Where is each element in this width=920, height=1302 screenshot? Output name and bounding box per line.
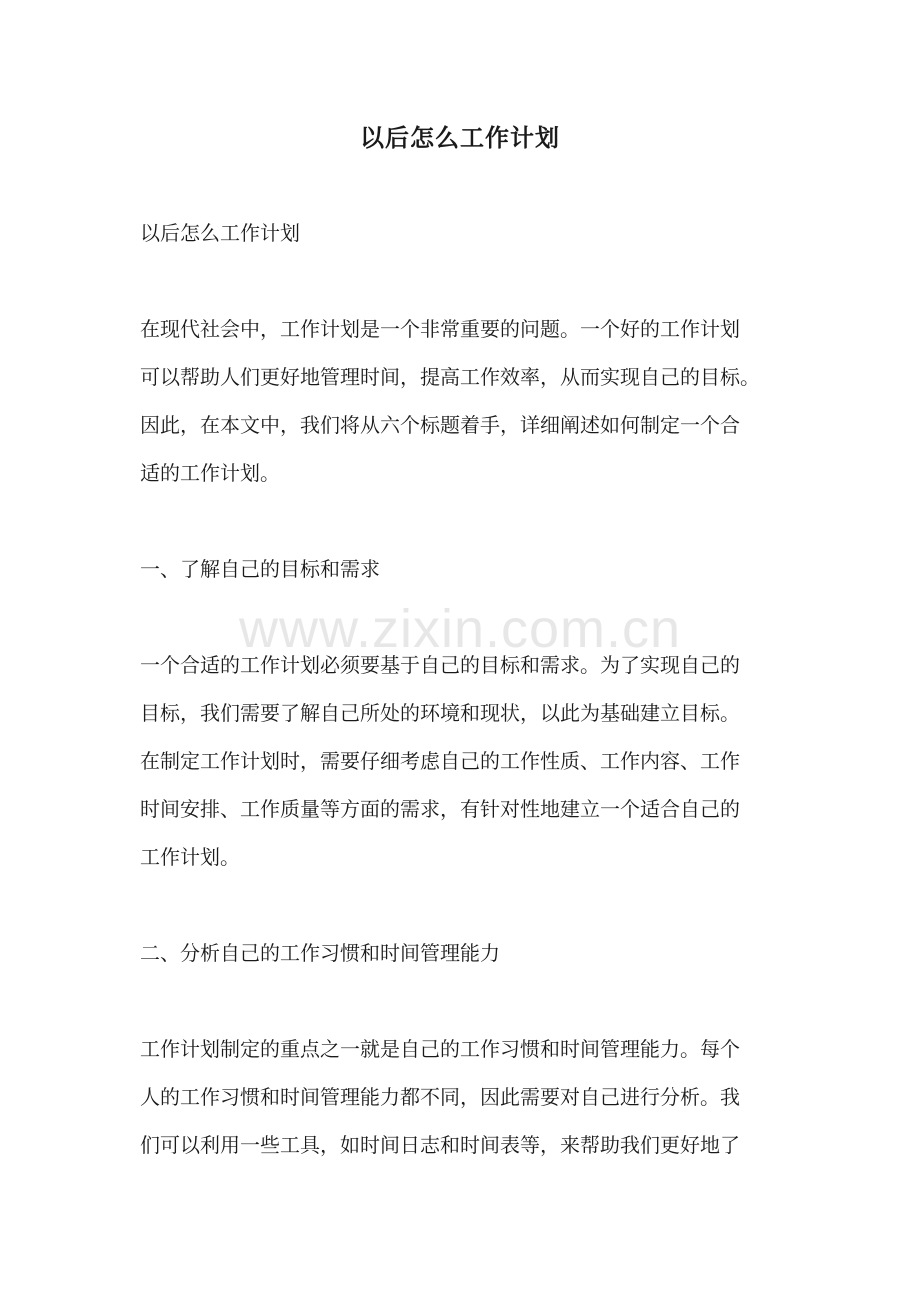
paragraph-section-1 xyxy=(140,641,800,881)
paragraph-line: 在现代社会中，工作计划是一个非常重要的问题。一个好的工作计划 xyxy=(140,317,740,341)
paragraph-line: 们可以利用一些工具，如时间日志和时间表等，来帮助我们更好地了 xyxy=(140,1133,740,1157)
document-title: 以后怎么工作计划 xyxy=(360,123,560,152)
section-heading-1: 一、了解自己的目标和需求 xyxy=(140,557,380,581)
paragraph-line: 一个合适的工作计划必须要基于自己的目标和需求。为了实现自己的 xyxy=(140,653,740,677)
paragraph-line: 工作计划。 xyxy=(140,845,240,869)
paragraph-line: 人的工作习惯和时间管理能力都不同，因此需要对自己进行分析。我 xyxy=(140,1085,740,1109)
paragraph-intro xyxy=(140,305,800,497)
paragraph-line: 目标，我们需要了解自己所处的环境和现状，以此为基础建立目标。 xyxy=(140,701,740,725)
paragraph-line: 因此，在本文中，我们将从六个标题着手，详细阐述如何制定一个合 xyxy=(140,413,740,437)
section-heading-2: 二、分析自己的工作习惯和时间管理能力 xyxy=(140,941,500,965)
watermark: www.zixin.com.cn xyxy=(238,599,682,659)
paragraph-line: 工作计划制定的重点之一就是自己的工作习惯和时间管理能力。每个 xyxy=(140,1037,740,1061)
paragraph-line: 在制定工作计划时，需要仔细考虑自己的工作性质、工作内容、工作 xyxy=(140,749,740,773)
document-subtitle: 以后怎么工作计划 xyxy=(140,221,300,245)
paragraph-line: 可以帮助人们更好地管理时间，提高工作效率，从而实现自己的目标。 xyxy=(140,365,760,389)
paragraph-section-2 xyxy=(140,1025,800,1169)
paragraph-line: 时间安排、工作质量等方面的需求，有针对性地建立一个适合自己的 xyxy=(140,797,740,821)
paragraph-line: 适的工作计划。 xyxy=(140,461,280,485)
